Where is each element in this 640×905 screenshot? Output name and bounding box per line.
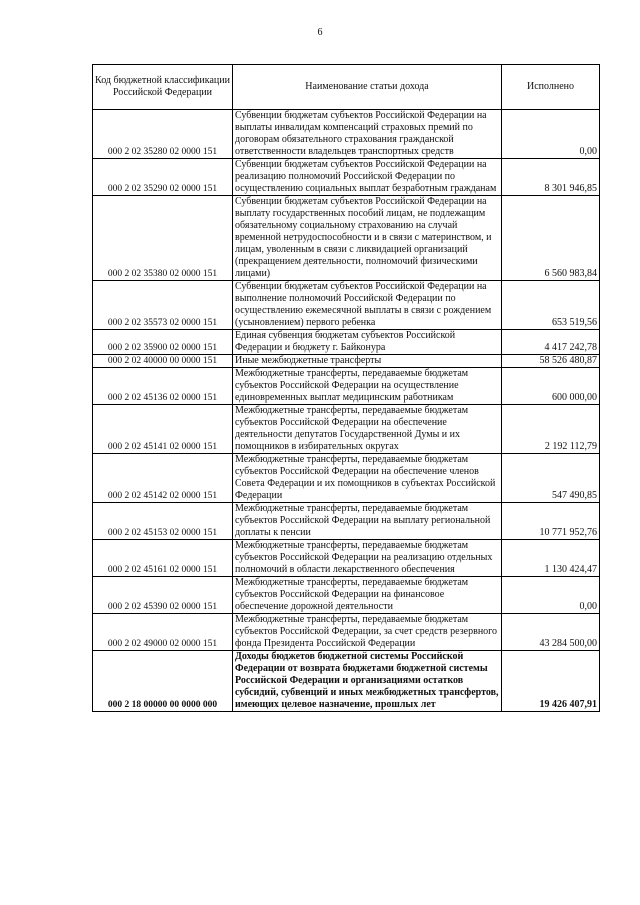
budget-code-cell: 000 2 02 49000 02 0000 151	[93, 614, 233, 651]
executed-amount-cell: 600 000,00	[502, 368, 600, 405]
income-name-cell: Межбюджетные трансферты, передаваемые бюджетам субъектов Российской Федерации на обеспечение членов Совета Федерации и их помощников в субъектах Российской Федерации	[233, 454, 502, 503]
table-row	[93, 540, 600, 577]
income-name-cell: Иные межбюджетные трансферты	[233, 355, 502, 368]
budget-code-cell: 000 2 02 35380 02 0000 151	[93, 196, 233, 281]
income-name-cell: Межбюджетные трансферты, передаваемые бюджетам субъектов Российской Федерации, за счет средств резервного фонда Президента Российской Федерации	[233, 614, 502, 651]
table-row	[93, 196, 600, 281]
executed-amount-cell: 0,00	[502, 577, 600, 614]
budget-code-cell: 000 2 02 45136 02 0000 151	[93, 368, 233, 405]
executed-amount-cell: 653 519,56	[502, 281, 600, 330]
table-row	[93, 405, 600, 454]
income-name-cell: Межбюджетные трансферты, передаваемые бюджетам субъектов Российской Федерации на финансовое обеспечение дорожной деятельности	[233, 577, 502, 614]
budget-code-cell: 000 2 02 45153 02 0000 151	[93, 503, 233, 540]
executed-amount-cell: 8 301 946,85	[502, 159, 600, 196]
income-name-cell: Субвенции бюджетам субъектов Российской Федерации на реализацию полномочий Российской Федерации по осуществлению социальных выплат безработным гражданам	[233, 159, 502, 196]
table-row	[93, 577, 600, 614]
budget-code-cell: 000 2 02 45141 02 0000 151	[93, 405, 233, 454]
budget-code-cell: 000 2 02 40000 00 0000 151	[93, 355, 233, 368]
income-name-cell: Субвенции бюджетам субъектов Российской Федерации на выполнение полномочий Российской Федерации по осуществлению ежемесячной выплаты в связи с рождением (усыновлением) первого ребенка	[233, 281, 502, 330]
executed-amount-cell: 10 771 952,76	[502, 503, 600, 540]
budget-code-cell: 000 2 02 35290 02 0000 151	[93, 159, 233, 196]
budget-income-table	[92, 64, 600, 712]
executed-amount-cell: 2 192 112,79	[502, 405, 600, 454]
header-income-name: Наименование статьи дохода	[233, 65, 502, 110]
table-row	[93, 651, 600, 712]
budget-code-cell: 000 2 02 35900 02 0000 151	[93, 330, 233, 355]
executed-amount-cell: 58 526 480,87	[502, 355, 600, 368]
executed-amount-cell: 0,00	[502, 110, 600, 159]
income-name-cell: Межбюджетные трансферты, передаваемые бюджетам субъектов Российской Федерации на обеспечение деятельности депутатов Государственной Думы и их помощников в избирательных округах	[233, 405, 502, 454]
income-name-cell: Межбюджетные трансферты, передаваемые бюджетам субъектов Российской Федерации на реализацию отдельных полномочий в области лекарственного обеспечения	[233, 540, 502, 577]
budget-code-cell: 000 2 02 45142 02 0000 151	[93, 454, 233, 503]
income-name-cell: Субвенции бюджетам субъектов Российской Федерации на выплату государственных пособий лицам, не подлежащим обязательному социальному страхованию на случай временной нетрудоспособности и в связи с материнством, и лицам, уволенным в связи с ликвидацией организаций (прекращением деятельности, полномочий физическими лицами)	[233, 196, 502, 281]
income-name-cell: Субвенции бюджетам субъектов Российской Федерации на выплаты инвалидам компенсаций страховых премий по договорам обязательного страхования гражданской ответственности владельцев транспортных средств	[233, 110, 502, 159]
header-executed-amount: Исполнено	[502, 65, 600, 110]
budget-code-cell: 000 2 02 35280 02 0000 151	[93, 110, 233, 159]
income-name-cell: Межбюджетные трансферты, передаваемые бюджетам субъектов Российской Федерации на осуществление единовременных выплат медицинским работникам	[233, 368, 502, 405]
executed-amount-cell: 547 490,85	[502, 454, 600, 503]
page-number: 6	[317, 27, 323, 38]
header-budget-code: Код бюджетной классификации Российской Федерации	[93, 65, 233, 110]
table-row	[93, 368, 600, 405]
executed-amount-cell: 1 130 424,47	[502, 540, 600, 577]
table-header-row	[93, 65, 600, 110]
executed-amount-cell: 43 284 500,00	[502, 614, 600, 651]
income-name-cell: Доходы бюджетов бюджетной системы Российской Федерации от возврата бюджетами бюджетной системы Российской Федерации и организациями остатков субсидий, субвенций и иных межбюджетных трансфертов, имеющих целевое назначение, прошлых лет	[233, 651, 502, 712]
table-row	[93, 454, 600, 503]
income-name-cell: Межбюджетные трансферты, передаваемые бюджетам субъектов Российской Федерации на выплату региональной доплаты к пенсии	[233, 503, 502, 540]
table-row	[93, 281, 600, 330]
budget-code-cell: 000 2 02 35573 02 0000 151	[93, 281, 233, 330]
budget-code-cell: 000 2 02 45161 02 0000 151	[93, 540, 233, 577]
income-name-cell: Единая субвенция бюджетам субъектов Российской Федерации и бюджету г. Байконура	[233, 330, 502, 355]
table-row	[93, 110, 600, 159]
table-row	[93, 503, 600, 540]
executed-amount-cell: 6 560 983,84	[502, 196, 600, 281]
table-row	[93, 159, 600, 196]
table-row	[93, 614, 600, 651]
budget-code-cell: 000 2 18 00000 00 0000 000	[93, 651, 233, 712]
table-row	[93, 330, 600, 355]
executed-amount-cell: 4 417 242,78	[502, 330, 600, 355]
executed-amount-cell: 19 426 407,91	[502, 651, 600, 712]
budget-code-cell: 000 2 02 45390 02 0000 151	[93, 577, 233, 614]
table-row	[93, 355, 600, 368]
